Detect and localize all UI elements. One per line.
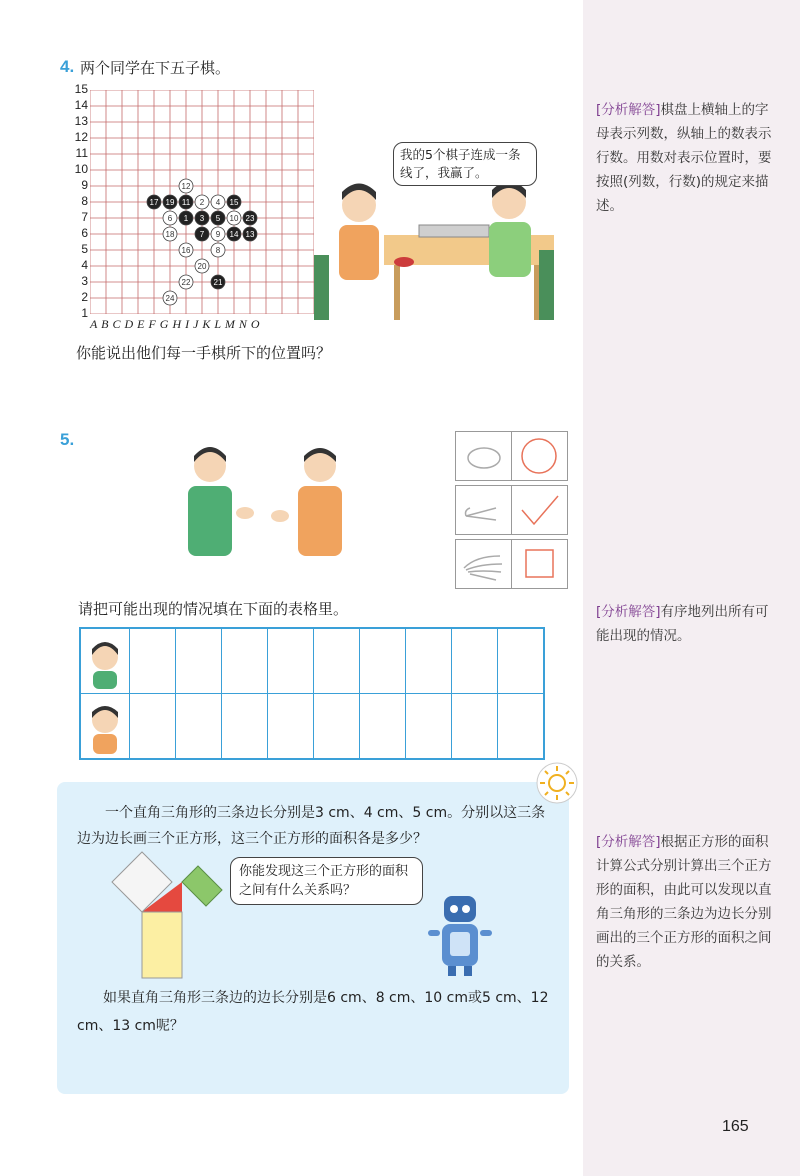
row-label: 8 (81, 194, 88, 208)
check-symbol-icon (511, 485, 568, 535)
row-label: 11 (75, 146, 88, 160)
white-stone (227, 211, 241, 225)
row-label: 7 (81, 210, 88, 224)
question-4-prompt: 你能说出他们每一手棋所下的位置吗？ (76, 344, 332, 362)
pythagoras-squares-figure (110, 850, 230, 980)
black-stone (195, 227, 209, 241)
square-symbol-icon (511, 539, 568, 589)
stone-label: 13 (245, 230, 255, 239)
table-row (80, 628, 544, 694)
row-label: 13 (74, 114, 88, 128)
white-stone (179, 179, 193, 193)
analysis-note-q5 (596, 600, 781, 648)
analysis-tag: [分析解答] (596, 102, 661, 118)
rock-hand-icon (455, 431, 512, 481)
row-label: 2 (81, 290, 88, 304)
table-cell[interactable] (498, 628, 545, 694)
gomoku-board (90, 90, 314, 314)
black-stone (227, 227, 241, 241)
stone-label: 12 (181, 182, 191, 191)
circle-symbol-icon (511, 431, 568, 481)
white-stone (211, 195, 225, 209)
boy-avatar (80, 694, 130, 760)
stone-label: 22 (181, 278, 191, 287)
table-cell[interactable] (222, 628, 268, 694)
analysis-note-box (596, 830, 781, 974)
row-label: 12 (74, 130, 88, 144)
table-cell[interactable] (360, 694, 406, 760)
black-stone (243, 227, 257, 241)
stone-label: 2 (199, 198, 205, 207)
stone-label: 23 (245, 214, 255, 223)
row-label: 5 (81, 242, 88, 256)
question-5-instruction: 请把可能出现的情况填在下面的表格里。 (78, 600, 349, 618)
white-stone (195, 195, 209, 209)
black-stone (195, 211, 209, 225)
question-4-number: 4. (60, 57, 75, 76)
stone-label: 16 (181, 246, 191, 255)
stone-label: 15 (229, 198, 239, 207)
row-label: 6 (81, 226, 88, 240)
stone-label: 24 (165, 294, 175, 303)
scissors-hand-icon (455, 485, 512, 535)
box-problem-2: 如果直角三角形三条边的边长分别是6 cm、8 cm、10 cm或5 cm、12 cm、13 cm呢？ (77, 990, 549, 1034)
white-stone (195, 259, 209, 273)
table-cell[interactable] (314, 628, 360, 694)
black-stone (243, 211, 257, 225)
stone-label: 3 (199, 214, 205, 223)
table-cell[interactable] (498, 694, 545, 760)
white-stone (163, 227, 177, 241)
box-problem-1: 一个直角三角形的三条边长分别是3 cm、4 cm、5 cm。分别以这三条边为边长画三个正方形，这三个正方形的面积各是多少？ (77, 805, 546, 847)
stone-label: 10 (229, 214, 239, 223)
stone-label: 6 (167, 214, 173, 223)
table-cell[interactable] (406, 628, 452, 694)
analysis-text: 根据正方形的面积计算公式分别计算出三个正方形的面积，由此可以发现以直角三角形的三条边为边长分别画出的三个正方形的面积之间的关系。 (596, 834, 772, 970)
table-cell[interactable] (452, 628, 498, 694)
table-cell[interactable] (268, 628, 314, 694)
row-label: 1 (81, 306, 88, 320)
row-label: 4 (81, 258, 88, 272)
black-stone (211, 275, 225, 289)
table-cell[interactable] (314, 694, 360, 760)
stone-label: 7 (199, 230, 205, 239)
speech-bubble-relationship: 你能发现这三个正方形的面积之间有什么关系吗？ (230, 857, 423, 905)
table-cell[interactable] (176, 628, 222, 694)
table-row (80, 694, 544, 760)
row-label: 15 (74, 82, 88, 96)
row-label: 9 (81, 178, 88, 192)
table-cell[interactable] (452, 694, 498, 760)
table-cell[interactable] (222, 694, 268, 760)
white-stone (163, 291, 177, 305)
analysis-note-q4 (596, 98, 781, 218)
stone-label: 9 (215, 230, 221, 239)
table-cell[interactable] (130, 628, 176, 694)
white-stone (211, 243, 225, 257)
black-stone (163, 195, 177, 209)
table-cell[interactable] (360, 628, 406, 694)
paper-hand-icon (455, 539, 512, 589)
outcomes-table (79, 627, 545, 760)
board-column-labels: A B C D E F G H I J K L M N O (90, 317, 261, 331)
black-stone (179, 195, 193, 209)
black-stone (147, 195, 161, 209)
stone-label: 4 (215, 198, 221, 207)
black-stone (211, 211, 225, 225)
analysis-text: 棋盘上横轴上的字母表示列数，纵轴上的数表示行数。用数对表示位置时，要按照(列数，行数)的规定来描述。 (596, 102, 772, 214)
white-stone (211, 227, 225, 241)
table-cell[interactable] (268, 694, 314, 760)
girl-avatar (80, 628, 130, 694)
table-cell[interactable] (176, 694, 222, 760)
black-stone (227, 195, 241, 209)
children-playing-illustration (180, 438, 370, 558)
row-label: 10 (74, 162, 88, 176)
stone-label: 21 (213, 278, 223, 287)
white-stone (163, 211, 177, 225)
page-number: 165 (722, 1118, 749, 1135)
analysis-tag: [分析解答] (596, 834, 661, 850)
stone-label: 14 (229, 230, 239, 239)
analysis-text: 有序地列出所有可能出现的情况。 (596, 604, 769, 644)
analysis-tag: [分析解答] (596, 604, 661, 620)
stone-label: 20 (197, 262, 207, 271)
table-cell[interactable] (130, 694, 176, 760)
white-stone (179, 275, 193, 289)
row-label: 14 (74, 98, 88, 112)
stone-label: 18 (165, 230, 175, 239)
robot-illustration (420, 890, 500, 980)
black-stone (179, 211, 193, 225)
stone-label: 11 (181, 198, 191, 207)
stone-label: 5 (215, 214, 221, 223)
stone-label: 1 (183, 214, 189, 223)
stone-label: 8 (215, 246, 221, 255)
stone-label: 17 (149, 198, 159, 207)
row-label: 3 (81, 274, 88, 288)
question-5-number: 5. (60, 430, 75, 449)
speech-bubble-win: 我的5个棋子连成一条线了，我赢了。 (393, 142, 537, 186)
table-cell[interactable] (406, 694, 452, 760)
white-stone (179, 243, 193, 257)
question-4-title: 两个同学在下五子棋。 (80, 59, 231, 77)
stone-label: 19 (165, 198, 175, 207)
